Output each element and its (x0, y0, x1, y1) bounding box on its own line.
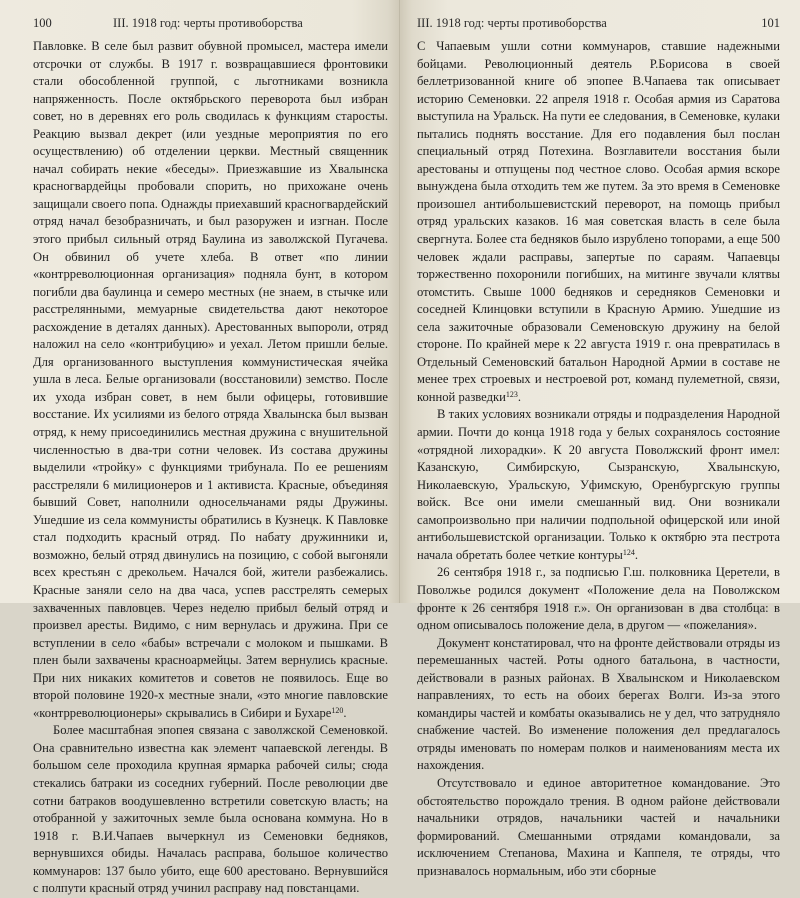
right-paragraph-1: С Чапаевым ушли сотни коммунаров, ставшие надежными бойцами. Революционный деятель Р.Борисова в своей беллетризованной книге об эпопее В.Чапаева так описывает историю Семеновки. 22 апреля 1918 г. Особая армия из Саратова выступила на Уральск. На пути ее следования, в Семеновке, кулаки пытались поднять восстание. Для его подавления был послан специальный отряд Потехина. Возглавители восстания были арестованы и отпущены под честное слово. Особая армия вскоре вынуждена была отходить тем же путем. За это время в Семеновке произошел антибольшевистский переворот, на помощь прибыл отряд уральских казаков. 16 мая советская власть в селе была свергнута. Более ста бедняков было изрублено топорами, а еще 500 человек ждали расправы, запертые по сараям. Чапаевцы торжественно похоронили погибших, на митинге звучали клятвы отомстить. Свыше 1000 бедняков и середняков Семеновки и соседней Клинцовки вступили в Красную Армию. Ушедшие из села зажиточные образовали Семеновскую дружину на белой стороне. По крайней мере к 22 августа 1919 г. она превратилась в Отдельный Семеновский батальон Народной Армии в составе не менее трех строевых и нестроевой рот, команд пулеметной, связи, конной разведки$^{123}$. (417, 39, 780, 404)
footnote-ref-124: 124 (622, 547, 635, 557)
left-page-number: 100 (33, 16, 52, 30)
right-paragraph-2: В таких условиях возникали отряды и подразделения Народной армии. Почти до конца 1918 года у белых сохранялось состояние «отрядной лихорадки». К 20 августа Поволжский фронт имел: Казанскую, Симбирскую, Сызранскую, Хвалынскую, Николаевскую, Уральскую, Уфимскую, Оренбургскую группы войск. Все они имели смешанный вид. Они возникали самопроизвольно при наличии подпольной офицерской или иной антибольшевистской организации. Только к октябрю эта пестрота начала обретать более четкие контуры$^{124}$. (417, 407, 780, 562)
left-paragraph-2: Более масштабная эпопея связана с заволжской Семеновкой. Она сравнительно известна как элемент чапаевской легенды. В большом селе проходила крупная ярмарка рабочей силы; сюда стекались батраки из соседних губерний. После революции две сотни батраков воодушевленно встретили советскую власть; на отобранной у зажиточных земле была основана коммуна. Но в 1918 г. В.И.Чапаев вычеркнул из Семеновки бедняков, вернувшихся обиды. Началась расправа, большое количество коммунаров: 137 было убито, еще 600 арестовано. Вернувшийся с полпути красный отряд учинил расправу над повстанцами. (33, 723, 388, 896)
right-page (400, 0, 800, 878)
left-running-head (33, 16, 388, 32)
left-paragraph-1: Павловке. В селе был развит обувной промысел, мастера имели отсрочки от службы. В 1917 г. возвращавшиеся фронтовики стали обособленной группой, с льготниками возникла напряженность. После октябрьского переворота был избран совет, но в деревнях его роль сводилась к функциям старосты. Реакцию вызвал декрет (или уездные мероприятия по его осуществлению) об отделении церкви. Местный священник начал собирать некие «беседы». Приезжавшие из Хвалынска красногвардейцы пробовали спорить, но прихожане очень защищали своего попа. Однажды приехавший красногвардейский отряд начал безобразничать, и был разоружен и изгнан. После этого прибыл сильный отряд Баулина из заволжской Пугачева. Он обвинил об учете хлеба. В ответ «по линии «контрреволюционная организация» подняла бунт, в котором погибли два баулинца и семеро местных (не знаем, в стычке или расстрелянными, мемуарные свидетельства дают некоторое расхождение в деталях данных). Арестованных выпороли, отряд наложил на село «контрибуцию» и уехал. Летом пришли белые. Для организованного выступления коммунистическая ячейка ушла в леса. Белые организовали (восстановили) земство. После их ухода избран совет, в нем были офицеры, готовившие восстание. Их усилиями из белого отряда Хвалынска был вызван отряд, к нему присоединились местная дружина с внушительной численностью в два-три сотни человек. Из состава дружины выделили «тройку» с функциями трибунала. По ее решениям расстреляли 6 милиционеров и 1 активиста. Красные, объединяя бывший Совет, наполнили односельчанами ряды Дружины. Ушедшие из села коммунисты обратились в Кузнецк. К Павловке стал подходить красный отряд. По набату дружинники и, возможно, белый отряд двинулись на позицию, с собой выгоняли всех крестьян с дрекольем. Начался бой, жители разбежались. Красные заняли село на два часа, успев расстрелять семерых захваченных павловцев. Через неделю прибыл белый отряд и произвел аресты. Видимо, с ним вернулась и дружина. При се вступлении в село «бабы» встречали с молоком и пышками. В плен были захвачены красноармейцы. Затем вернулись красные. При них никаких комитетов и советов не появилось. Еще во второй половине 1920-х местные знали, «это многие павловские «контрреволюционеры» скрывались в Сибири и Бухаре$^{120}$. (33, 39, 388, 720)
footnote-ref-120: 120 (331, 705, 344, 715)
left-running-title: III. 1918 год: черты противоборства (113, 16, 303, 30)
left-text-block (33, 38, 388, 898)
right-text-block (417, 38, 780, 880)
right-paragraph-5: Отсутствовало и единое авторитетное командование. Это обстоятельство порождало трения. В одном районе действовали начальники отрядов, начальники частей и начальники формирований. Смешанными отрядами командовали, за исключением Степанова, Махина и Каппеля, те отряды, что признавалось нормальным, ибо эти сборные (417, 775, 780, 878)
footnote-ref-123: 123 (505, 389, 518, 399)
right-paragraph-4: Документ констатировал, что на фронте действовали отряды из перемешанных частей. Роты одного батальона, в частности, действовали в разных районах. В Хвалынском и Николаевском направлениях, то есть на обоих берегах Волги. Из-за этого командиры частей и комбаты оказывались не у дел, что затрудняло снабжение частей. Во изменение положения дел предлагалось отряды именовать по номерам полков и наименованиям места их нахождения. (417, 635, 780, 773)
right-paragraph-3: 26 сентября 1918 г., за подписью Г.ш. полковника Церетели, в Поволжье родился документ «Положение дела на Поволжском фронте к 26 сентября 1918 г.». Он организован в два столбца: в одном описывалось положение дела, в другом — «пожелания». (417, 565, 780, 633)
right-running-head (417, 16, 780, 32)
right-page-number: 101 (761, 16, 780, 30)
right-running-title: III. 1918 год: черты противоборства (417, 16, 607, 30)
left-page (0, 0, 400, 896)
